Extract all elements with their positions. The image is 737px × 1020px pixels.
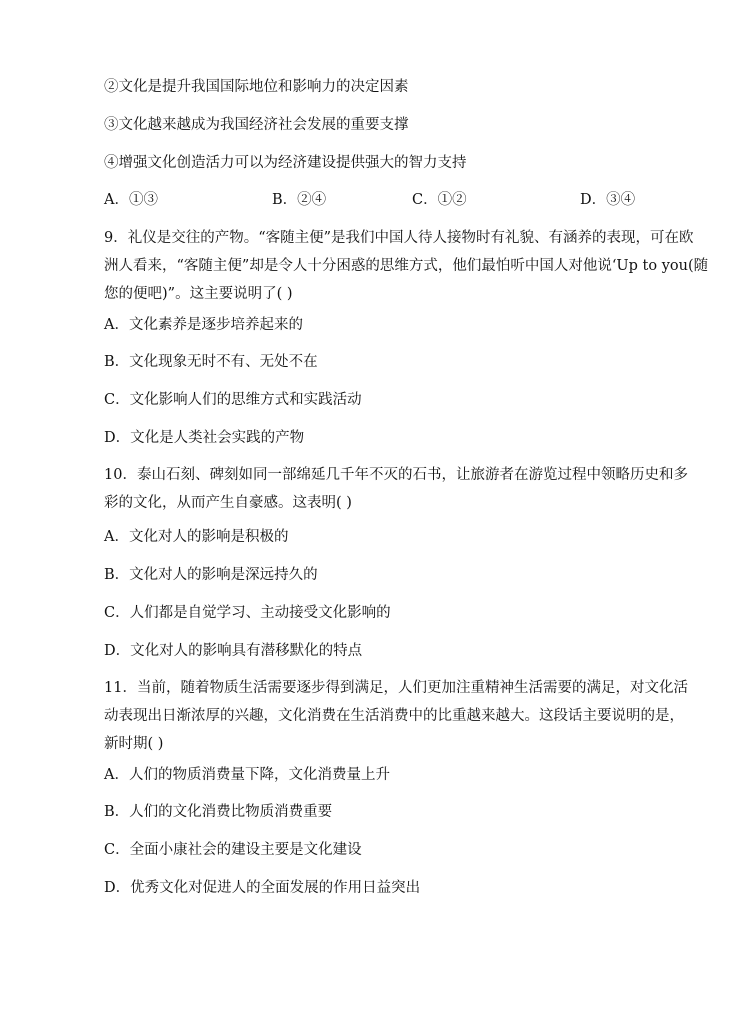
q9-option-a[interactable]: A．文化素养是逐步培养起来的 (104, 317, 303, 333)
q11-option-a[interactable]: A．人们的物质消费量下降，文化消费量上升 (104, 767, 390, 783)
q9-option-c[interactable]: C．文化影响人们的思维方式和实践活动 (104, 392, 362, 408)
q11-option-c[interactable]: C．全面小康社会的建设主要是文化建设 (104, 842, 362, 858)
q10-option-c[interactable]: C．人们都是自觉学习、主动接受文化影响的 (104, 605, 391, 621)
q11-stem-line-1: 11．当前，随着物质生活需要逐步得到满足，人们更加注重精神生活需要的满足，对文化活 (104, 680, 688, 696)
q10-option-d[interactable]: D．文化对人的影响具有潜移默化的特点 (104, 643, 363, 659)
q9-stem-line-3: 您的便吧)”。这主要说明了( ) (104, 286, 293, 302)
q8-statement-4: ④增强文化创造活力可以为经济建设提供强大的智力支持 (104, 155, 467, 171)
q10-option-b[interactable]: B．文化对人的影响是深远持久的 (104, 567, 318, 583)
q10-option-a[interactable]: A．文化对人的影响是积极的 (104, 529, 289, 545)
q9-stem-line-2: 洲人看来，“客随主便”却是令人十分困惑的思维方式，他们最怕听中国人对他说‘Up to you(随 (104, 258, 709, 274)
q8-options-row (104, 190, 644, 210)
q9-option-b[interactable]: B．文化现象无时不有、无处不在 (104, 354, 318, 370)
q11-stem-line-2: 动表现出日渐浓厚的兴趣，文化消费在生活消费中的比重越来越大。这段话主要说明的是， (104, 708, 684, 724)
q8-option-b[interactable]: B．②④ (272, 192, 327, 208)
q9-option-d[interactable]: D．文化是人类社会实践的产物 (104, 430, 305, 446)
q11-option-b[interactable]: B．人们的文化消费比物质消费重要 (104, 804, 333, 820)
q8-statement-2: ②文化是提升我国国际地位和影响力的决定因素 (104, 79, 409, 95)
q11-option-d[interactable]: D．优秀文化对促进人的全面发展的作用日益突出 (104, 880, 421, 896)
q8-option-c[interactable]: C．①② (412, 192, 467, 208)
q10-stem-line-1: 10．泰山石刻、碑刻如同一部绵延几千年不灭的石书，让旅游者在游览过程中领略历史和多 (104, 467, 688, 483)
q11-stem-line-3: 新时期( ) (104, 736, 164, 752)
q10-stem-line-2: 彩的文化，从而产生自豪感。这表明( ) (104, 495, 352, 511)
q9-stem-line-1: 9．礼仪是交往的产物。“客随主便”是我们中国人待人接物时有礼貌、有涵养的表现，可在欧 (104, 230, 694, 246)
q8-statement-3: ③文化越来越成为我国经济社会发展的重要支撑 (104, 117, 409, 133)
q8-option-a[interactable]: A．①③ (104, 192, 158, 208)
q8-option-d[interactable]: D．③④ (580, 192, 636, 208)
